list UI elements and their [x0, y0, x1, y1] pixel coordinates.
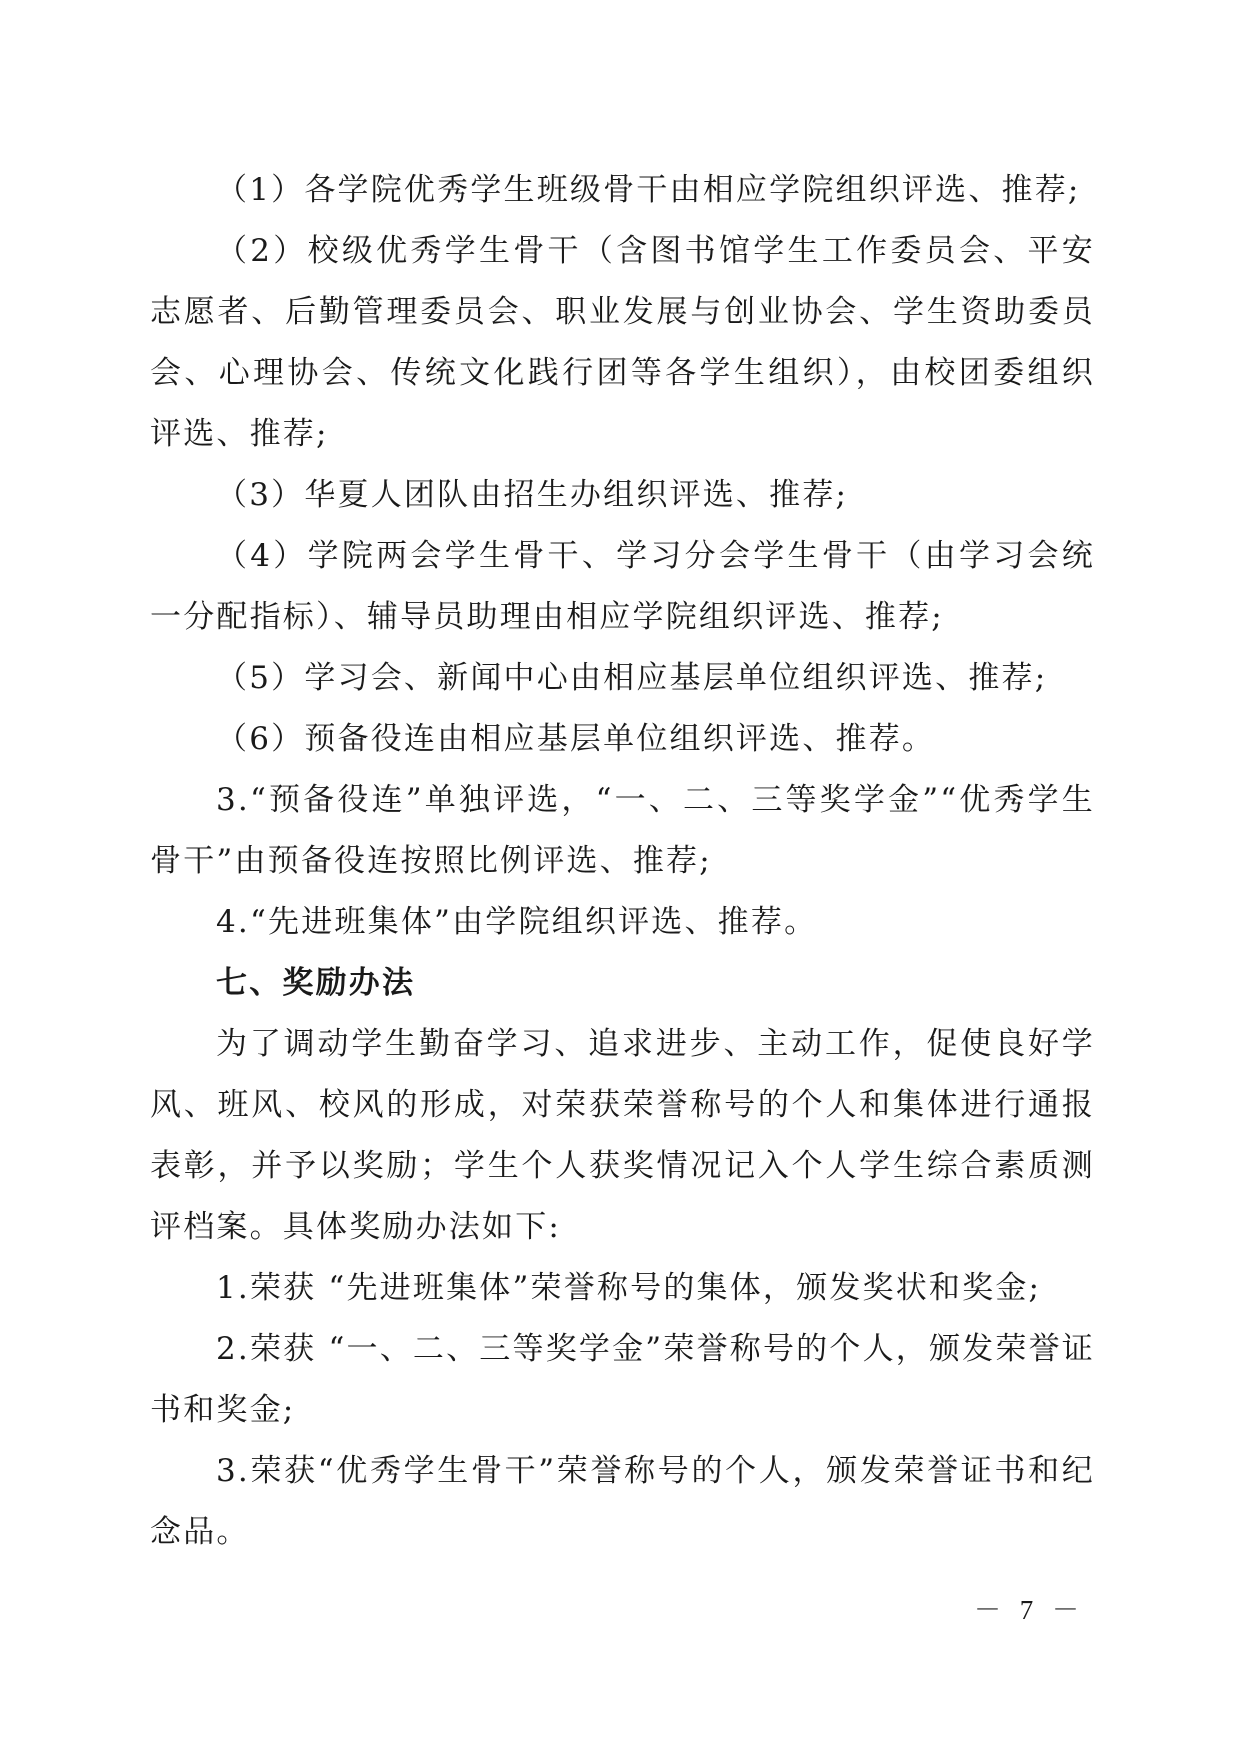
paragraph-item-3: （3）华夏人团队由招生办组织评选、推荐;: [216, 477, 849, 513]
paragraph-item-6: （6）预备役连由相应基层单位组织评选、推荐。: [216, 721, 936, 757]
paragraph-rewards-intro: 为了调动学生勤奋学习、追求进步、主动工作，促使良好学风、班风、校风的形成，对荣获荣誉称号的个人和集体进行通报表彰，并予以奖励；学生个人获奖情况记入个人学生综合素质测评档案。具体奖励办法如下:: [150, 1026, 1095, 1245]
paragraph-item-2: （2）校级优秀学生骨干（含图书馆学生工作委员会、平安志愿者、后勤管理委员会、职业发展与创业协会、学生资助委员会、心理协会、传统文化践行团等各学生组织），由校团委组织评选、推荐;: [150, 233, 1095, 452]
paragraph-item-1: （1）各学院优秀学生班级骨干由相应学院组织评选、推荐;: [216, 172, 1081, 208]
paragraph-item-5: （5）学习会、新闻中心由相应基层单位组织评选、推荐;: [216, 660, 1048, 696]
paragraph-reward-3: 3.荣获“优秀学生骨干”荣誉称号的个人，颁发荣誉证书和纪念品。: [150, 1453, 1095, 1550]
paragraph-reward-1: 1.荣获 “先进班集体”荣誉称号的集体，颁发奖状和奖金;: [216, 1270, 1042, 1306]
page-number: － 7 －: [974, 1595, 1085, 1625]
paragraph-reserve-company: 3.“预备役连”单独评选，“一、二、三等奖学金”“优秀学生骨干”由预备役连按照比例评选、推荐;: [150, 782, 1095, 879]
document-body: [150, 160, 1095, 1563]
paragraph-item-4: （4）学院两会学生骨干、学习分会学生骨干（由学习会统一分配指标）、辅导员助理由相应学院组织评选、推荐;: [150, 538, 1095, 635]
paragraph-reward-2: 2.荣获 “一、二、三等奖学金”荣誉称号的个人，颁发荣誉证书和奖金;: [150, 1331, 1095, 1428]
section-heading-rewards: 七、奖励办法: [216, 965, 416, 1001]
paragraph-advanced-class: 4.“先进班集体”由学院组织评选、推荐。: [216, 904, 818, 940]
